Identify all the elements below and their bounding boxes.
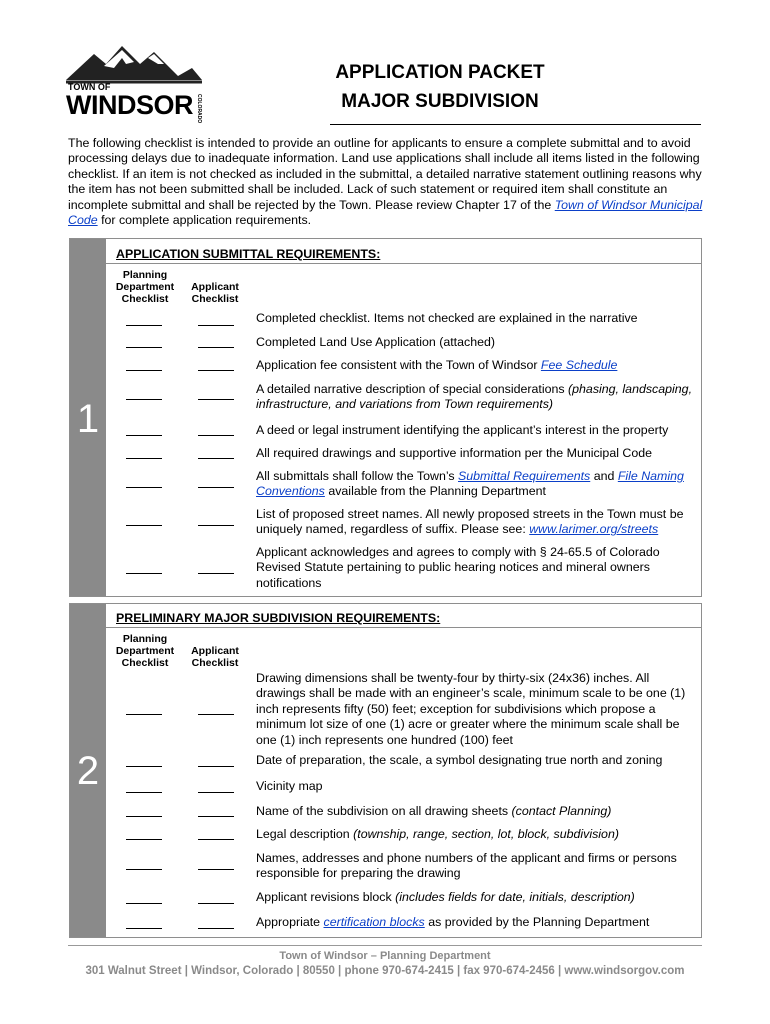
- planning-checkbox[interactable]: [126, 325, 162, 326]
- req-text: as provided by the Planning Department: [424, 915, 650, 929]
- applicant-checkbox[interactable]: [198, 487, 234, 488]
- applicant-checkbox[interactable]: [198, 458, 234, 459]
- certification-blocks-link[interactable]: certification blocks: [323, 915, 425, 929]
- title-line2: MAJOR SUBDIVISION: [341, 91, 539, 112]
- req-italic-note: (contact Planning): [511, 804, 612, 818]
- req-text: Legal description: [256, 827, 354, 841]
- planning-column-header: Planning Department Checklist: [115, 269, 175, 305]
- intro-text: The following checklist is intended to provide an outline for applicants to ensure a complete submittal and to avoid processing delays due to inadequate information. Land use applications shall include all items listed in the following checklist. If an item is not checked as included in the submittal, a detailed narrative statement outlining reasons why the item has not been submitted shall be included. Lack of such statement or required item shall constitute an incomplete submittal and shall be rejected by the Town. Please review Chapter 17 of the: [68, 136, 702, 212]
- req-italic-note: (phasing, landscaping, infrastructure, and variations from Town requirements): [256, 382, 693, 412]
- planning-checkbox[interactable]: [126, 903, 162, 904]
- submittal-requirements-link[interactable]: Submittal Requirements: [458, 469, 591, 483]
- applicant-checkbox[interactable]: [198, 766, 234, 767]
- intro-text-end: for complete application requirements.: [97, 213, 312, 228]
- applicant-checkbox[interactable]: [198, 399, 234, 400]
- section-application-submittal: [69, 238, 702, 597]
- req-text: Appropriate: [256, 915, 324, 929]
- section-2-number: 2: [76, 749, 100, 793]
- req-text: available from the Planning Department: [324, 484, 546, 499]
- file-naming-conventions-link[interactable]: File Naming Conventions: [256, 469, 684, 499]
- req-italic-note: (township, range, section, lot, block, subdivision): [353, 827, 619, 841]
- req-text: and: [590, 469, 618, 483]
- requirement-text: Drawing dimensions shall be twenty-four by thirty-six (24x36) inches. All drawings shall be made with an engineer’s scale, minimum scale to be one (1) inch represents fifty (50) feet; exception for subdivisions which propose a minimum lot size of one (1) acre or greater where the minimum scale shall be one (1) inch represents one hundred (100) feet: [256, 671, 686, 747]
- applicant-checkbox[interactable]: [198, 525, 234, 526]
- applicant-checkbox[interactable]: [198, 816, 234, 817]
- larimer-streets-link[interactable]: www.larimer.org/streets: [529, 522, 659, 537]
- requirement-text: [256, 827, 692, 842]
- applicant-checkbox[interactable]: [198, 435, 234, 436]
- req-text: Name of the subdivision on all drawing sheets: [256, 804, 512, 818]
- planning-checkbox[interactable]: [126, 928, 162, 929]
- applicant-checkbox[interactable]: [198, 903, 234, 904]
- requirement-text: [256, 382, 692, 413]
- applicant-column-header: Applicant Checklist: [191, 645, 239, 669]
- applicant-checkbox[interactable]: [198, 370, 234, 371]
- requirement-text: [256, 469, 692, 500]
- section-2-heading-rule: [106, 627, 701, 628]
- planning-checkbox[interactable]: [126, 435, 162, 436]
- planning-checkbox[interactable]: [126, 573, 162, 574]
- req-text: A detailed narrative description of special considerations: [256, 382, 569, 396]
- intro-paragraph: [68, 136, 708, 228]
- fee-schedule-link[interactable]: Fee Schedule: [540, 358, 618, 372]
- applicant-checkbox[interactable]: [198, 869, 234, 870]
- applicant-checkbox[interactable]: [198, 839, 234, 840]
- applicant-checkbox[interactable]: [198, 347, 234, 348]
- planning-column-header: Planning Department Checklist: [115, 633, 175, 669]
- municipal-code-link[interactable]: Town of Windsor Municipal Code: [68, 197, 703, 228]
- planning-checkbox[interactable]: [126, 525, 162, 526]
- logo-town-of: TOWN OF: [68, 82, 111, 92]
- planning-checkbox[interactable]: [126, 347, 162, 348]
- town-of-windsor-logo: [64, 42, 204, 124]
- req-text: Applicant revisions block: [256, 890, 396, 904]
- req-text: Application fee consistent with the Town of Windsor: [256, 358, 541, 372]
- planning-checkbox[interactable]: [126, 399, 162, 400]
- requirement-text: Vicinity map: [256, 779, 323, 793]
- planning-checkbox[interactable]: [126, 839, 162, 840]
- applicant-checkbox[interactable]: [198, 928, 234, 929]
- section-1-heading: APPLICATION SUBMITTAL REQUIREMENTS:: [116, 247, 381, 261]
- section-preliminary-requirements: [69, 603, 702, 938]
- planning-checkbox[interactable]: [126, 792, 162, 793]
- requirement-text: Names, addresses and phone numbers of the applicant and firms or persons responsible for preparing the drawing: [256, 851, 677, 881]
- section-1-heading-rule: [106, 263, 701, 264]
- applicant-column-header: Applicant Checklist: [191, 281, 239, 305]
- requirement-text: All required drawings and supportive information per the Municipal Code: [256, 446, 653, 460]
- section-1-number: 1: [76, 397, 100, 441]
- footer-contact: 301 Walnut Street | Windsor, Colorado | 80550 | phone 970-674-2415 | fax 970-674-2456 | www.windsorgov.com: [85, 965, 685, 977]
- requirement-text: Completed checklist. Items not checked are explained in the narrative: [256, 311, 638, 325]
- requirement-text: Applicant acknowledges and agrees to comply with § 24-65.5 of Colorado Revised Statute pertaining to public hearing notices and mineral owners notifications: [256, 545, 660, 590]
- planning-checkbox[interactable]: [126, 487, 162, 488]
- requirement-text: Date of preparation, the scale, a symbol designating true north and zoning: [256, 753, 663, 767]
- requirement-text: [256, 358, 692, 373]
- planning-checkbox[interactable]: [126, 370, 162, 371]
- planning-checkbox[interactable]: [126, 869, 162, 870]
- applicant-checkbox[interactable]: [198, 325, 234, 326]
- document-title: [300, 58, 580, 116]
- applicant-checkbox[interactable]: [198, 792, 234, 793]
- applicant-checkbox[interactable]: [198, 573, 234, 574]
- req-italic-note: (includes fields for date, initials, description): [395, 890, 635, 904]
- section-2-heading: PRELIMINARY MAJOR SUBDIVISION REQUIREMENTS:: [116, 611, 441, 625]
- req-text: List of proposed street names. All newly proposed streets in the Town must be uniquely named, regardless of suffix. Please see:: [256, 507, 684, 537]
- planning-checkbox[interactable]: [126, 458, 162, 459]
- title-divider: [330, 124, 701, 125]
- title-line1: APPLICATION PACKET: [335, 62, 545, 83]
- requirement-text: [256, 890, 692, 905]
- applicant-checkbox[interactable]: [198, 714, 234, 715]
- req-text: All submittals shall follow the Town’s: [256, 469, 459, 483]
- logo-windsor: WINDSOR: [66, 90, 193, 120]
- requirement-text: A deed or legal instrument identifying the applicant’s interest in the property: [256, 423, 669, 437]
- planning-checkbox[interactable]: [126, 766, 162, 767]
- logo-colorado: COLORADO: [196, 94, 202, 124]
- planning-checkbox[interactable]: [126, 816, 162, 817]
- requirement-text: [256, 507, 692, 538]
- footer-department: Town of Windsor – Planning Department: [279, 950, 491, 962]
- requirement-text: [256, 804, 692, 819]
- planning-checkbox[interactable]: [126, 714, 162, 715]
- footer-divider: [68, 945, 702, 946]
- requirement-text: [256, 915, 692, 930]
- requirement-text: Completed Land Use Application (attached): [256, 335, 496, 349]
